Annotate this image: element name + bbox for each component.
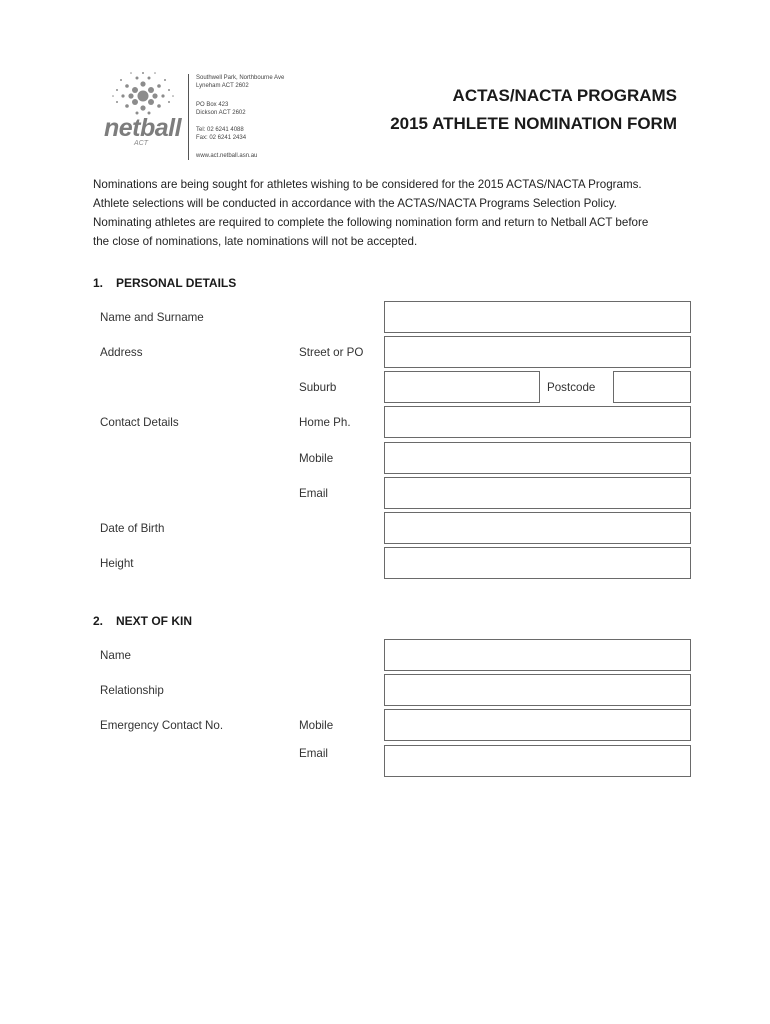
relationship-label: Relationship: [100, 684, 164, 697]
section-2-heading: NEXT OF KIN: [116, 614, 193, 628]
height-label: Height: [100, 557, 134, 570]
emergency-contact-label: Emergency Contact No.: [100, 719, 224, 732]
title-line-2: 2015 ATHLETE NOMINATION FORM: [390, 114, 677, 133]
street-po-field[interactable]: [384, 336, 691, 368]
kin-name-label: Name: [100, 649, 131, 662]
home-phone-label: Home Ph.: [299, 416, 351, 429]
date-of-birth-label: Date of Birth: [100, 522, 165, 535]
kin-email-label: Email: [299, 747, 328, 760]
header-divider: [188, 74, 189, 160]
suburb-label: Suburb: [299, 381, 337, 394]
title-line-1: ACTAS/NACTA PROGRAMS: [452, 86, 677, 105]
intro-paragraph: Nominations are being sought for athletes wishing to be considered for the 2015 ACTAS/NACTA Programs. Athlete selections will be conducted in accordance with the ACTAS/NACTA Programs Selection Policy. Nominating athletes are required to complete the following nomination form and return to Netball ACT before the close of nominations, late nominations will not be accepted.: [93, 178, 649, 248]
website-link: www.act.netball.asn.au: [196, 153, 258, 159]
logo-wordmark: netball: [104, 114, 182, 142]
street-address: Southwell Park, Northbourne Ave Lyneham ACT 2602: [196, 75, 285, 89]
date-of-birth-field[interactable]: [384, 512, 691, 544]
street-po-label: Street or PO: [299, 346, 364, 359]
section-1-heading: PERSONAL DETAILS: [116, 276, 237, 290]
kin-mobile-field[interactable]: [384, 709, 691, 741]
postcode-label: Postcode: [547, 381, 596, 394]
logo-subtext: ACT: [134, 140, 148, 147]
height-field[interactable]: [384, 547, 691, 579]
section-1-number: 1.: [93, 276, 104, 290]
name-surname-label: Name and Surname: [100, 311, 204, 324]
kin-name-field[interactable]: [384, 639, 691, 671]
relationship-field[interactable]: [384, 674, 691, 706]
email-field[interactable]: [384, 477, 691, 509]
kin-email-field[interactable]: [384, 745, 691, 777]
kin-mobile-label: Mobile: [299, 719, 334, 732]
mobile-label: Mobile: [299, 452, 334, 465]
name-surname-field[interactable]: [384, 301, 691, 333]
mobile-field[interactable]: [384, 442, 691, 474]
email-label: Email: [299, 487, 328, 500]
suburb-field[interactable]: [384, 371, 540, 403]
po-box-address: PO Box 423 Dickson ACT 2602: [196, 102, 246, 116]
address-label: Address: [100, 346, 143, 359]
home-phone-field[interactable]: [384, 406, 691, 438]
contact-details-label: Contact Details: [100, 416, 179, 429]
postcode-field[interactable]: [613, 371, 691, 403]
phone-numbers: Tel: 02 6241 4088 Fax: 02 6241 2434: [196, 127, 247, 141]
section-2-number: 2.: [93, 614, 104, 628]
